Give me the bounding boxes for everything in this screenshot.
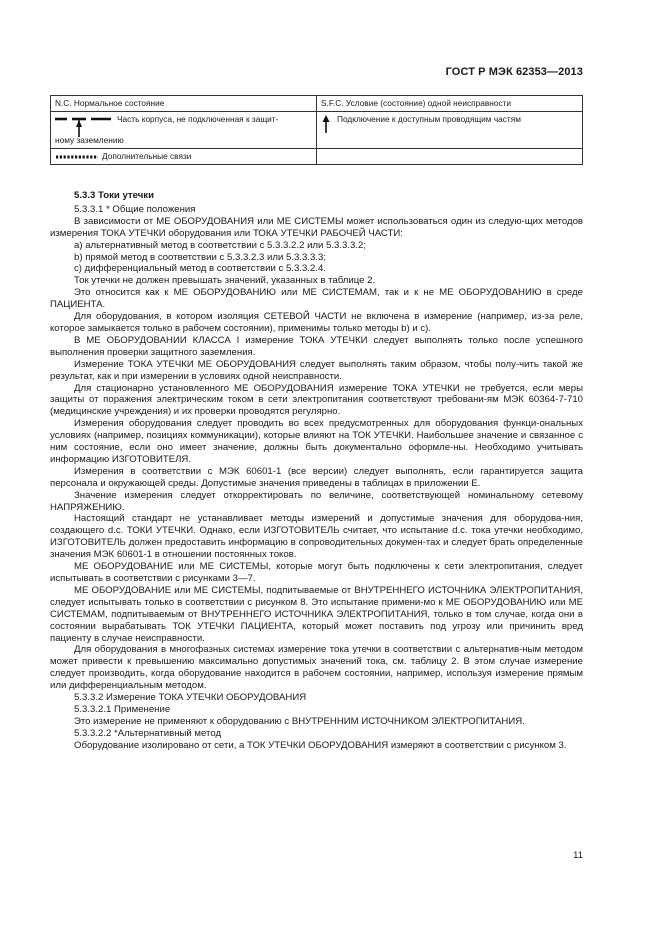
paragraph: 5.3.3.1 * Общие положения bbox=[74, 203, 196, 215]
legend-access-cell bbox=[317, 112, 583, 149]
legend-sfc: S.F.C. Условие (состояние) одной неисправности bbox=[317, 96, 583, 112]
paragraph: Настоящий стандарт не устанавливает методы измерений и допустимые значения для оборудова-ния, создающего d.c. ТОКИ УТЕЧКИ. Однако, если ИЗГОТОВИТЕЛЬ считает, что испытание d.c. тока утечки необходимо, ИЗГОТОВИТЕЛЬ должен предоставить информацию в сопроводительных докумен-тах и следует брать определенные значения МЭК 60601-1 в отношении постоянных токов. bbox=[50, 513, 583, 561]
paragraph: В МЕ ОБОРУДОВАНИИ КЛАССА I измерение ТОКА УТЕЧКИ следует выполнять только после успешного выполнения проверки защитного заземления. bbox=[50, 334, 583, 358]
paragraph: Измерения в соответствии с МЭК 60601-1 (все версии) следует выполнять, если гарантируется защита персонала и окружающей среды. Допустимые значения приведены в таблицах в приложении Е. bbox=[50, 465, 583, 489]
list-item: c) дифференциальный метод в соответствии с 5.3.3.2.4. bbox=[74, 263, 326, 275]
dotted-line-icon bbox=[55, 154, 99, 160]
legend-table bbox=[50, 95, 583, 165]
list-item: b) прямой метод в соответствии с 5.3.3.2.3 или 5.3.3.3.3; bbox=[74, 251, 326, 263]
subsection-heading: 5.3.3.2.1 Применение bbox=[74, 703, 171, 715]
up-arrow-icon bbox=[321, 115, 331, 133]
legend-additional: Дополнительные связи bbox=[102, 151, 192, 161]
legend-additional-cell bbox=[51, 149, 317, 165]
paragraph: Для стационарно установленного МЕ ОБОРУДОВАНИЯ измерение ТОКА УТЕЧКИ не требуется, если меры защиты от поражения электрическим током в сети электропитания соответствуют требовани-ям МЭК 60364-7-710 (медицинские учреждения) и их проверки проводятся регулярно. bbox=[50, 382, 583, 418]
legend-row bbox=[51, 112, 583, 149]
document-header: ГОСТ Р МЭК 62353—2013 bbox=[445, 66, 583, 78]
subsection-heading: 5.3.3.2.2 *Альтернативный метод bbox=[74, 727, 222, 739]
section-text bbox=[50, 190, 583, 752]
legend-row bbox=[51, 149, 583, 165]
paragraph: Измерения оборудования следует проводить во всех предусмотренных для оборудования функци-ональных условиях (например, позициях коммуникации), которые влияют на ТОК УТЕЧКИ. Наибольшее значение и связанное с ним состояние, если оно имеет значение, должны быть документально оформле-ны. Необходимо учитывать информацию ИЗГОТОВИТЕЛЯ. bbox=[50, 418, 583, 465]
paragraph: Для оборудования, в котором изоляция СЕТЕВОЙ ЧАСТИ не включена в измерение (например, из-за реле, которое замыкается только в рабочем состоянии), применимы только методы b) и c). bbox=[50, 311, 583, 334]
subsection-heading: 5.3.3.2 Измерение ТОКА УТЕЧКИ ОБОРУДОВАНИЯ bbox=[74, 692, 307, 704]
legend-nc: N.C. Нормальное состояние bbox=[51, 96, 317, 112]
page-number: 11 bbox=[573, 850, 583, 861]
list-item: a) альтернативный метод в соответствии с 5.3.3.2.2 или 5.3.3.3.2; bbox=[74, 239, 367, 251]
paragraph: Измерение ТОКА УТЕЧКИ МЕ ОБОРУДОВАНИЯ следует выполнять таким образом, чтобы полу-чить такой же результат, как и при измерении в условиях одной неисправности. bbox=[50, 358, 583, 382]
paragraph: МЕ ОБОРУДОВАНИЕ или МЕ СИСТЕМЫ, которые могут быть подключены к сети электропитания, следует испытывать в соответствии с рисунками 3—7. bbox=[50, 561, 583, 584]
legend-earth-line1: Часть корпуса, не подключенная к защит- bbox=[117, 114, 279, 124]
paragraph: Это относится как к МЕ ОБОРУДОВАНИЮ или МЕ СИСТЕМАМ, так и к не МЕ ОБОРУДОВАНИЮ в среде ПАЦИЕНТА. bbox=[50, 287, 583, 311]
enclosure-part-symbol-icon bbox=[53, 116, 113, 138]
legend-row bbox=[51, 96, 583, 112]
section-heading: 5.3.3 Токи утечки bbox=[74, 190, 155, 201]
legend-access: Подключение к доступным проводящим частям bbox=[337, 114, 521, 124]
paragraph: Для оборудования в многофазных системах измерение тока утечки в соответствии с альтернатив-ным методом может привести к превышению максимально допустимых значений тока, см. таблицу 2. В этом случае измерение следует производить, когда оборудование находится в рабочем состоянии, например, используя измерение прямым или дифференциальным методом. bbox=[50, 644, 583, 692]
paragraph: Оборудование изолировано от сети, а ТОК УТЕЧКИ ОБОРУДОВАНИЯ измеряют в соответствии с рисунком 3. bbox=[74, 739, 567, 751]
paragraph: МЕ ОБОРУДОВАНИЕ или МЕ СИСТЕМЫ, подпитываемые от ВНУТРЕННЕГО ИСТОЧНИКА ЭЛЕКТРОПИТАНИЯ, следует испытывать только в соответствии с рисунком 8. Это испытание примени-мо к МЕ ОБОРУДОВАНИЮ или МЕ СИСТЕМАМ, подпитываемым от ВНУТРЕННЕГО ИСТОЧНИКА ЭЛЕКТРОПИТАНИЯ, только в том случае, когда они в состоянии вырабатывать ТОК УТЕЧКИ ПАЦИЕНТА, который может поставить под угрозу или причинить вред пациенту в случае неисправности. bbox=[50, 584, 583, 644]
paragraph: Это измерение не применяют к оборудованию с ВНУТРЕННИМ ИСТОЧНИКОМ ЭЛЕКТРОПИТАНИЯ. bbox=[74, 715, 525, 727]
legend-earth-line2: ному заземлению bbox=[55, 135, 124, 145]
paragraph: Значение измерения следует откорректировать по величине, соответствующей номинальному сетевому НАПРЯЖЕНИЮ. bbox=[50, 489, 583, 513]
paragraph: Ток утечки не должен превышать значений, указанных в таблице 2. bbox=[74, 275, 376, 287]
paragraph: В зависимости от МЕ ОБОРУДОВАНИЯ или МЕ СИСТЕМЫ может использоваться один из следую-щих методов измерения ТОКА УТЕЧКИ оборудования или ТОКА УТЕЧКИ РАБОЧЕЙ ЧАСТИ: bbox=[50, 215, 583, 239]
legend-earth-cell bbox=[51, 112, 317, 149]
legend-empty-cell bbox=[317, 149, 583, 165]
